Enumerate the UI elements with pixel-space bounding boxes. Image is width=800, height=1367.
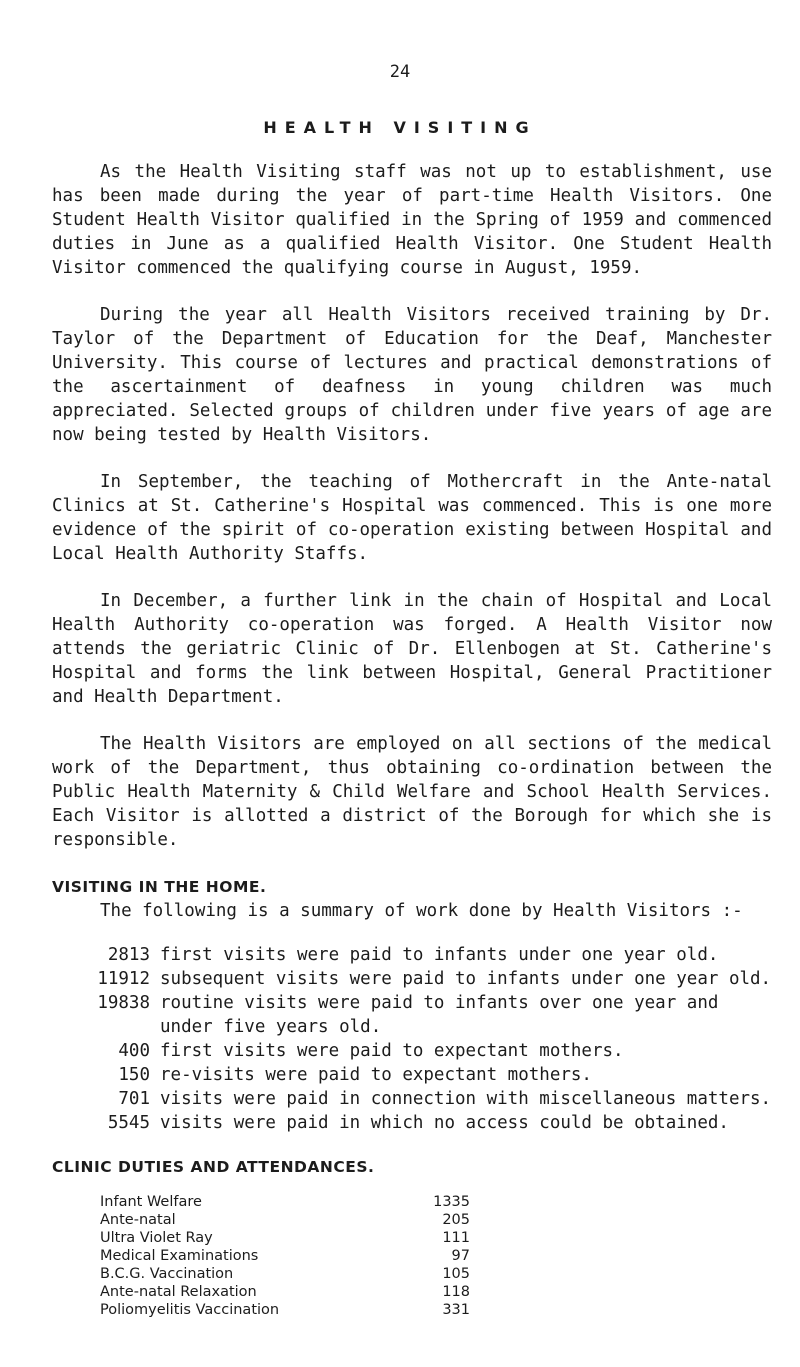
list-item [52,967,772,991]
clinic-name: Infant Welfare [100,1194,202,1210]
home-visits-intro: The following is a summary of work done by Health Visitors :- [100,901,743,921]
paragraph-mothercraft: In September, the teaching of Mothercraft in the Ante-natal Clinics at St. Catherine's Hospital was commenced. This is one more evidence of the spirit of co-operation existing between Hospital and Local Health Authority Staffs. [52,472,772,564]
list-item [52,1063,772,1087]
clinic-count: 1335 [433,1194,470,1210]
clinic-count: 111 [442,1230,470,1246]
visit-description: subsequent visits were paid to infants under one year old. [160,969,772,989]
page-number: 24 [389,62,411,82]
clinic-count: 118 [442,1284,470,1300]
section-heading-clinic-duties: CLINIC DUTIES AND ATTENDANCES. [52,1158,375,1176]
visit-description: visits were paid in which no access could be obtained. [160,1113,729,1133]
document-body [52,160,772,1319]
paragraph-geriatric: In December, a further link in the chain of Hospital and Local Health Authority co-operation was forged. A Health Visitor now attends the geriatric Clinic of Dr. Ellenbogen at St. Catherine's Hospital and forms the link between Hospital, General Practitioner and Health Department. [52,591,772,707]
table-row [100,1193,470,1211]
visit-count: 400 [118,1041,150,1061]
clinic-name: Medical Examinations [100,1248,259,1264]
list-item [52,991,772,1039]
table-row [100,1211,470,1229]
list-item [52,943,772,967]
table-row [100,1283,470,1301]
clinic-name: Ante-natal Relaxation [100,1284,257,1300]
table-row [100,1265,470,1283]
clinic-name: Ante-natal [100,1212,176,1228]
clinic-attendance-table [100,1193,470,1319]
visit-description: first visits were paid to expectant mothers. [160,1041,624,1061]
visit-description: first visits were paid to infants under one year old. [160,945,719,965]
visit-description: routine visits were paid to infants over one year and under five years old. [160,993,719,1037]
clinic-count: 97 [451,1248,470,1264]
list-item [52,1039,772,1063]
list-item [52,1111,772,1135]
clinic-count: 331 [442,1302,470,1318]
section-heading-home-visits: VISITING IN THE HOME. [52,878,267,896]
visit-summary-list [52,943,772,1135]
visit-count: 701 [118,1089,150,1109]
table-row [100,1247,470,1265]
clinic-count: 105 [442,1266,470,1282]
visit-count: 2813 [107,945,150,965]
page-title: HEALTH VISITING [263,118,537,137]
clinic-name: B.C.G. Vaccination [100,1266,234,1282]
clinic-count: 205 [442,1212,470,1228]
visit-description: re-visits were paid to expectant mothers. [160,1065,592,1085]
list-item [52,1087,772,1111]
visit-count: 11912 [97,969,150,989]
visit-count: 150 [118,1065,150,1085]
clinic-name: Ultra Violet Ray [100,1230,213,1246]
paragraph-duties: The Health Visitors are employed on all sections of the medical work of the Department, thus obtaining co-ordination between the Public Health Maternity & Child Welfare and School Health Services. Each Visitor is allotted a district of the Borough for which she is responsible. [52,734,772,850]
paragraph-training: During the year all Health Visitors received training by Dr. Taylor of the Department of Education for the Deaf, Manchester University. This course of lectures and practical demonstrations of the ascertainment of deafness in young children was much appreciated. Selected groups of children under five years of age are now being tested by Health Visitors. [52,305,772,445]
paragraph-staffing: As the Health Visiting staff was not up to establishment, use has been made during the year of part-time Health Visitors. One Student Health Visitor qualified in the Spring of 1959 and commenced duties in June as a qualified Health Visitor. One Student Health Visitor commenced the qualifying course in August, 1959. [52,162,772,278]
visit-description: visits were paid in connection with miscellaneous matters. [160,1089,772,1109]
table-row [100,1229,470,1247]
table-row [100,1301,470,1319]
visit-count: 19838 [97,993,150,1013]
clinic-name: Poliomyelitis Vaccination [100,1302,280,1318]
visit-count: 5545 [107,1113,150,1133]
